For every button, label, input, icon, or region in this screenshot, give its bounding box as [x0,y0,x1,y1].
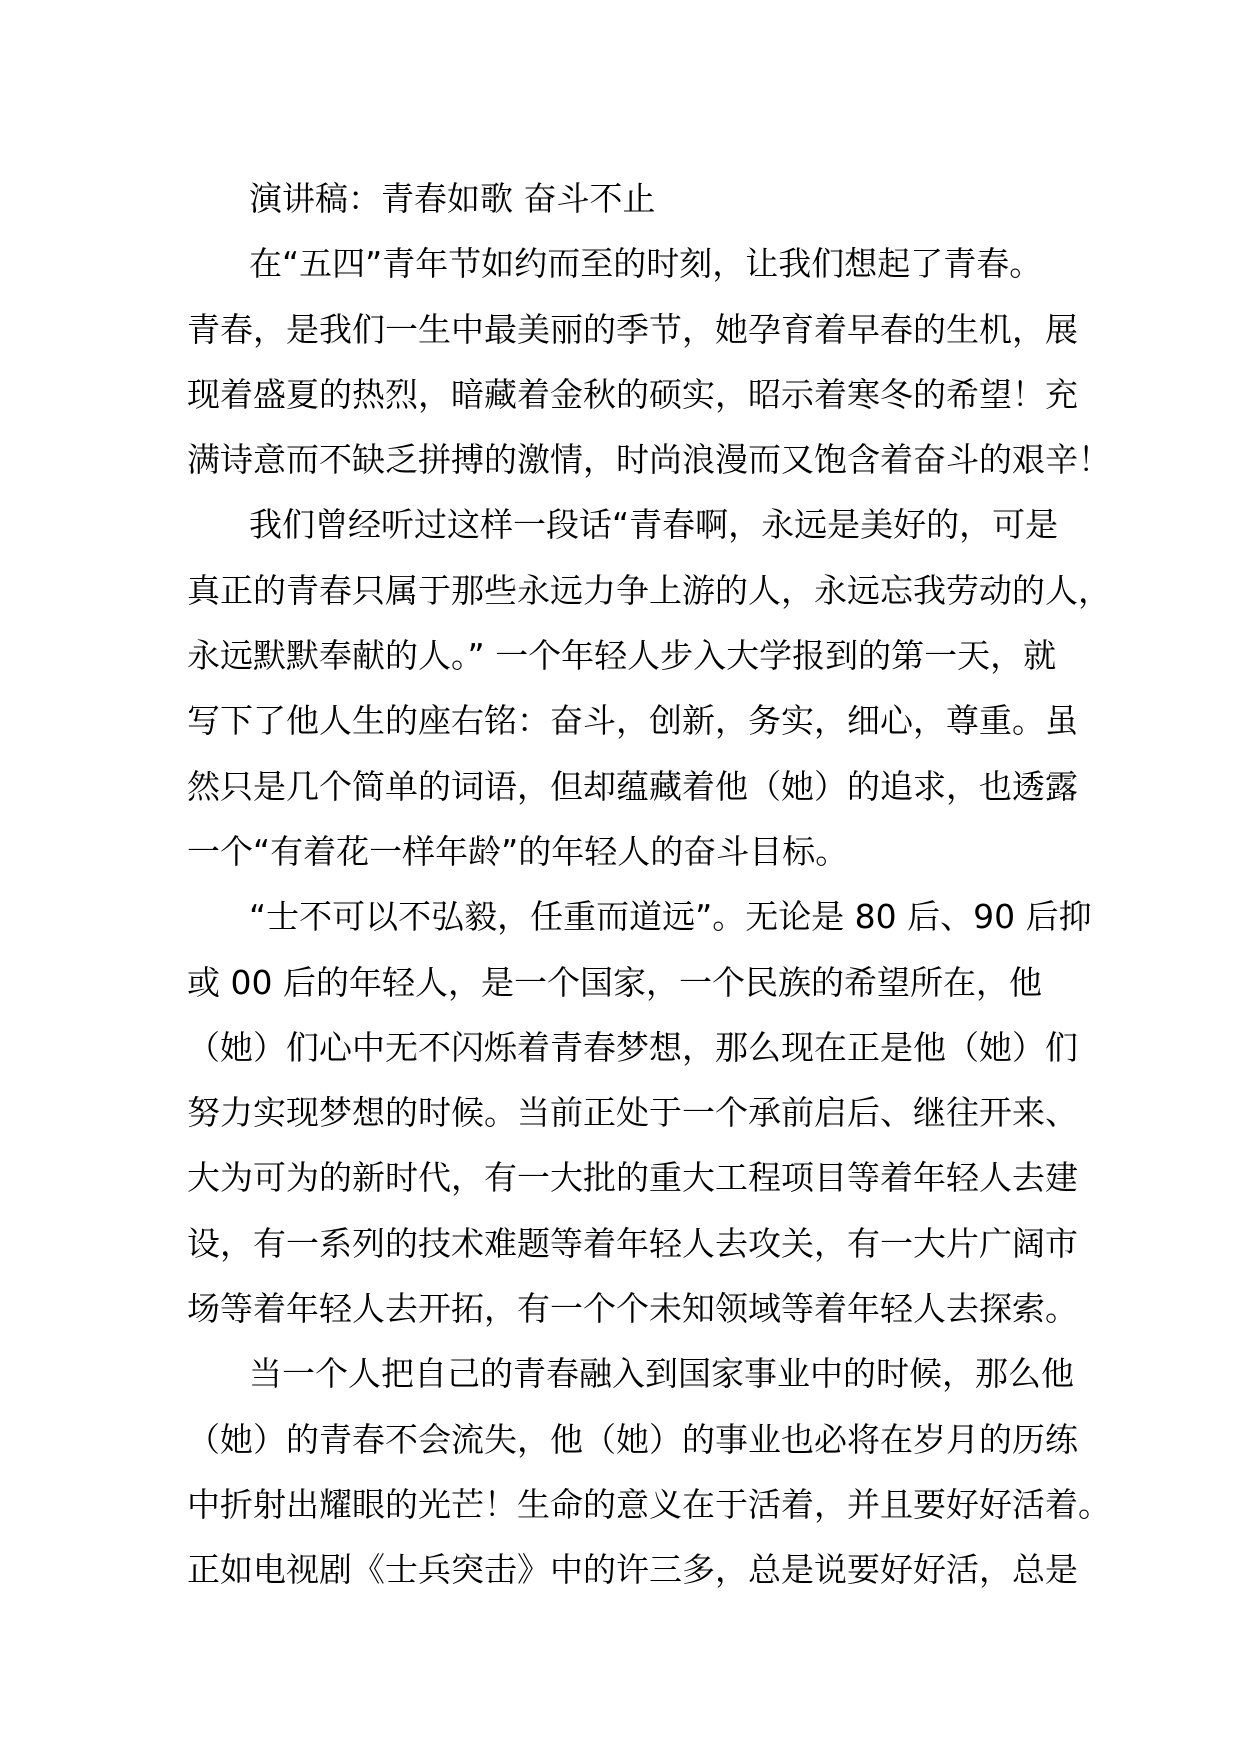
paragraph-line: 场等着年轻人去开拓，有一个个未知领域等着年轻人去探索。 [187,1289,1078,1329]
paragraph-line: 在“五四”青年节如约而至的时刻，让我们想起了青春。 [249,244,1043,284]
paragraph-line: 青春，是我们一生中最美丽的季节，她孕育着早春的生机，展 [187,309,1078,349]
paragraph [187,1341,1111,1602]
paragraph-line: 写下了他人生的座右铭：奋斗，创新，务实，细心，尊重。虽 [187,701,1078,741]
paragraph-line: 一个“有着花一样年龄”的年轻人的奋斗目标。 [187,831,849,871]
paragraph-line: 现着盛夏的热烈，暗藏着金秋的硕实，昭示着寒冬的希望！充 [187,374,1078,414]
paragraph-line: 然只是几个简单的词语，但却蕴藏着他（她）的追求，也透露 [187,766,1078,806]
paragraph [187,884,1092,1341]
paragraph-line: （她）的青春不会流失，他（她）的事业也必将在岁月的历练 [187,1419,1078,1459]
paragraph-line: 永远默默奉献的人。” 一个年轻人步入大学报到的第一天，就 [187,636,1057,676]
paragraph-line: 中折射出耀眼的光芒！生命的意义在于活着，并且要好好活着。 [187,1484,1111,1524]
paragraph-line: 满诗意而不缺乏拼搏的激情，时尚浪漫而又饱含着奋斗的艰辛！ [187,440,1111,480]
document-title [187,166,1087,231]
paragraph-line: “士不可以不弘毅，任重而道远”。无论是 80 后、90 后抑 [249,897,1092,937]
paragraph-line: 真正的青春只属于那些永远力争上游的人，永远忘我劳动的人， [187,570,1111,610]
paragraph-line: 当一个人把自己的青春融入到国家事业中的时候，那么他 [249,1354,1074,1394]
paragraph [187,231,1111,492]
paragraph-line: 正如电视剧《士兵突击》中的许三多，总是说要好好活，总是 [187,1550,1078,1590]
title-line: 演讲稿：青春如歌 奋斗不止 [249,179,656,218]
paragraph-line: 我们曾经听过这样一段话“青春啊，永远是美好的，可是 [249,505,1059,545]
paragraph-line: 或 00 后的年轻人，是一个国家，一个民族的希望所在，他 [187,962,1042,1002]
paragraph-line: 设，有一系列的技术难题等着年轻人去攻关，有一大片广阔市 [187,1223,1078,1263]
paragraph-line: 努力实现梦想的时候。当前正处于一个承前启后、继往开来、 [187,1093,1078,1133]
paragraph-line: 大为可为的新时代，有一大批的重大工程项目等着年轻人去建 [187,1158,1078,1198]
paragraph [187,492,1111,884]
paragraph-list [187,231,1111,1602]
document-body [187,166,1111,1603]
paragraph-line: （她）们心中无不闪烁着青春梦想，那么现在正是他（她）们 [187,1027,1078,1067]
